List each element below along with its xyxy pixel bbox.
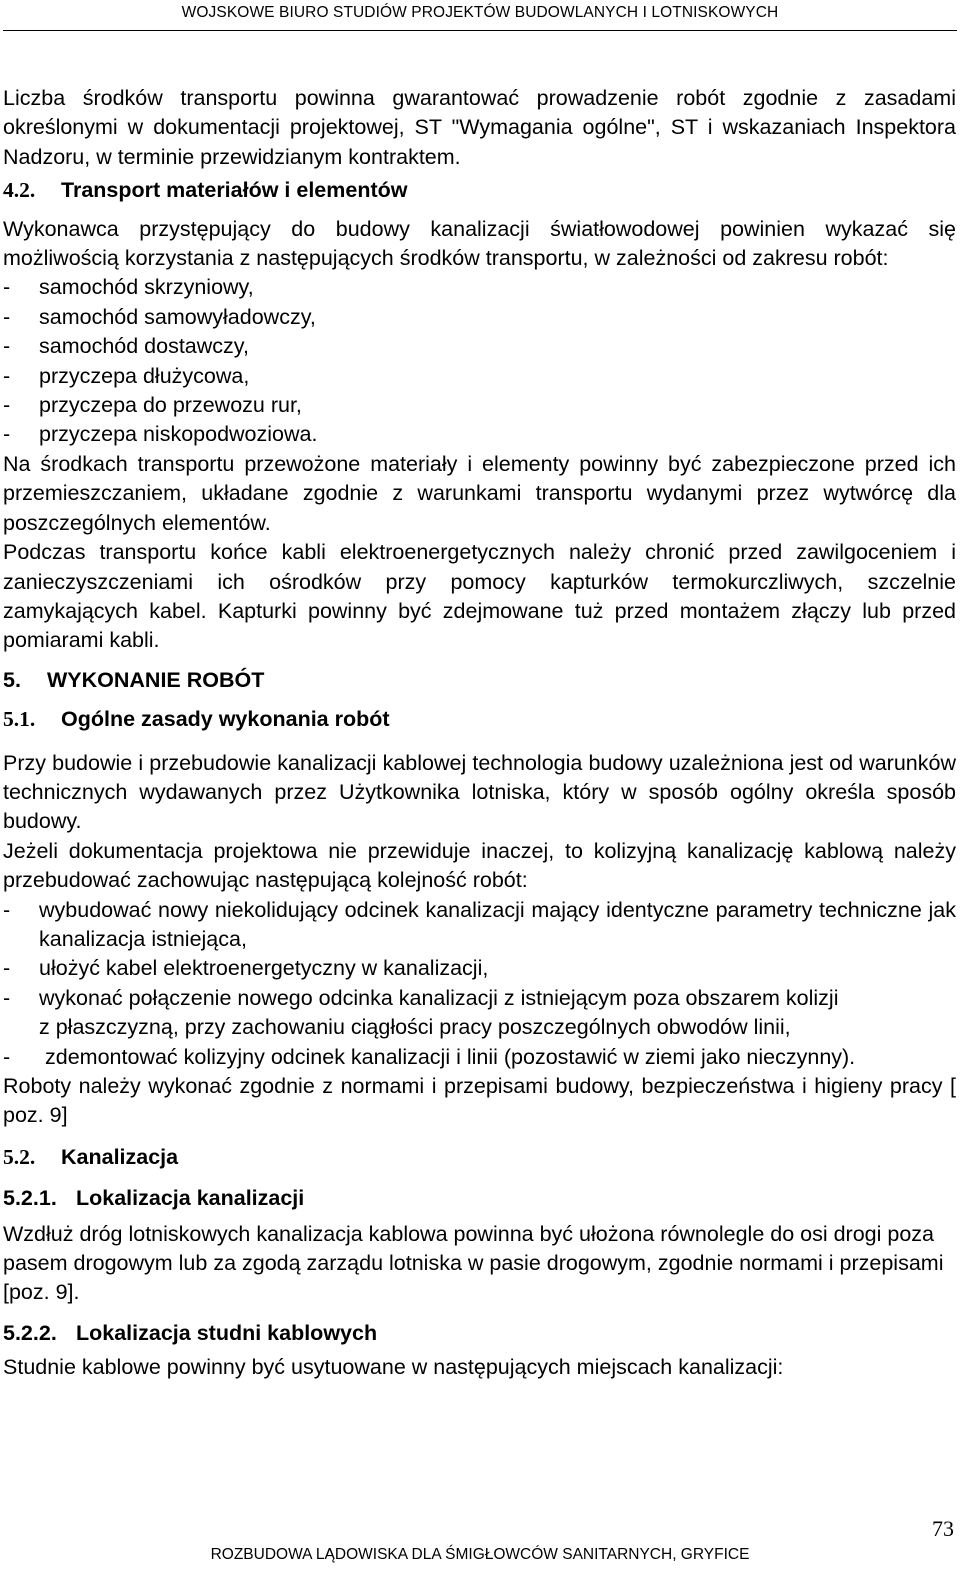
list-item: - wybudować nowy niekolidujący odcinek kanalizacji mający identyczne parametry techniczne jak kanalizacja istniejąca, xyxy=(3,897,956,951)
list-item: - samochód samowyładowczy, xyxy=(3,304,316,329)
section-number: 5. xyxy=(3,667,21,692)
section-5-2-2-paragraph: Studnie kablowe powinny być usytuowane w następujących miejscach kanalizacji: xyxy=(3,1355,784,1380)
document-body xyxy=(3,84,956,1383)
list-item: - zdemontować kolizyjny odcinek kanalizacji i linii (pozostawić w ziemi jako nieczynny). xyxy=(3,1044,856,1069)
section-title: Lokalizacja studni kablowych xyxy=(76,1320,378,1345)
list-item: - wykonać połączenie nowego odcinka kanalizacji z istniejącym poza obszarem kolizji xyxy=(3,985,839,1010)
page-footer: ROZBUDOWA LĄDOWISKA DLA ŚMIGŁOWCÓW SANITARNYCH, GRYFICE xyxy=(210,1546,750,1563)
section-number: 5.2.1. xyxy=(3,1186,57,1211)
list-item: - samochód dostawczy, xyxy=(3,334,249,359)
section-number: 5.1. xyxy=(3,707,36,732)
list-item: - przyczepa niskopodwoziowa. xyxy=(3,422,318,447)
section-title: Lokalizacja kanalizacji xyxy=(76,1186,305,1211)
list-item-continuation: z płaszczyzną, przy zachowaniu ciągłości pracy poszczególnych obwodów linii, xyxy=(39,1015,791,1040)
section-5-2-1-heading xyxy=(3,1184,956,1213)
section-title: WYKONANIE ROBÓT xyxy=(47,667,265,692)
section-5-2-heading xyxy=(3,1143,956,1172)
section-title: Kanalizacja xyxy=(61,1144,179,1169)
section-5-2-2-heading xyxy=(3,1319,956,1348)
work-order-list xyxy=(3,896,956,1072)
section-title: Ogólne zasady wykonania robót xyxy=(61,707,390,732)
section-title: Transport materiałów i elementów xyxy=(61,178,408,203)
transport-list xyxy=(3,273,956,449)
list-item: - samochód skrzyniowy, xyxy=(3,275,254,300)
list-item: - przyczepa do przewozu rur, xyxy=(3,393,302,418)
section-5-1-paragraph-1: Przy budowie i przebudowie kanalizacji kablowej technologia budowy uzależniona jest od warunków technicznych wydawanych przez Użytkownika lotniska, który w sposób ogólny określa sposób budowy. xyxy=(3,750,956,834)
list-item: - ułożyć kabel elektroenergetyczny w kanalizacji, xyxy=(3,956,489,981)
section-number: 5.2. xyxy=(3,1144,36,1169)
section-5-2-1-paragraph: Wzdłuż dróg lotniskowych kanalizacja kablowa powinna być ułożona równolegle do osi drogi poza pasem drogowym lub za zgodą zarządu lotniska w pasie drogowym, zgodnie normami i przepisami [poz. 9]. xyxy=(3,1221,944,1305)
section-5-1-heading xyxy=(3,705,956,734)
section-4-2-heading xyxy=(3,176,956,205)
page-header: WOJSKOWE BIURO STUDIÓW PROJEKTÓW BUDOWLANYCH I LOTNISKOWYCH xyxy=(181,4,779,21)
section-4-2-paragraph-1: Wykonawca przystępujący do budowy kanalizacji światłowodowej powinien wykazać się możliwością korzystania z następujących środków transportu, w zależności od zakresu robót: xyxy=(3,216,956,271)
list-item: - przyczepa dłużycowa, xyxy=(3,363,250,388)
section-4-2-paragraph-3: Podczas transportu końce kabli elektroenergetycznych należy chronić przed zawilgoceniem i zanieczyszczeniami ich ośrodków przy pomocy kapturków termokurczliwych, szczelnie zamykających kabel. Kapturki powinny być zdejmowane tuż przed montażem złączy lub przed pomiarami kabli. xyxy=(3,540,956,653)
section-number: 5.2.2. xyxy=(3,1320,57,1345)
page-number: 73 xyxy=(932,1516,954,1541)
section-4-2-paragraph-2: Na środkach transportu przewożone materiały i elementy powinny być zabezpieczone przed ich przemieszczaniem, układane zgodnie z warunkami transportu wydanymi przez wytwórcę dla poszczególnych elementów. xyxy=(3,451,956,535)
header-rule xyxy=(3,30,957,31)
section-number: 4.2. xyxy=(3,178,36,203)
intro-paragraph: Liczba środków transportu powinna gwarantować prowadzenie robót zgodnie z zasadami określonymi w dokumentacji projektowej, ST "Wymagania ogólne", ST i wskazaniach Inspektora Nadzoru, w terminie przewidzianym kontraktem. xyxy=(3,86,956,169)
section-5-heading xyxy=(3,666,956,695)
section-5-1-paragraph-3: Roboty należy wykonać zgodnie z normami i przepisami budowy, bezpieczeństwa i higieny pracy [ poz. 9] xyxy=(3,1074,956,1128)
section-5-1-paragraph-2: Jeżeli dokumentacja projektowa nie przewiduje inaczej, to kolizyjną kanalizację kablową należy przebudować zachowując następującą kolejność robót: xyxy=(3,838,956,893)
